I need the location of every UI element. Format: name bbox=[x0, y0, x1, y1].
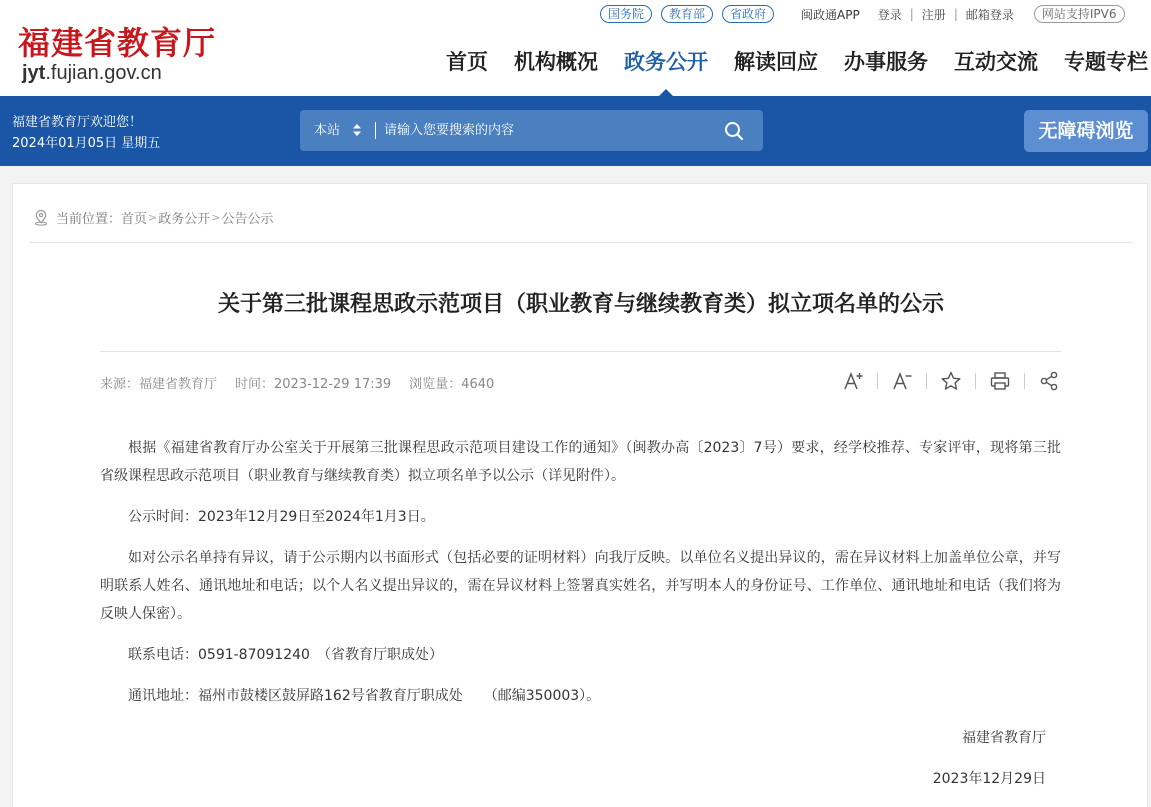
nav-label: 政务公开 bbox=[624, 50, 708, 74]
body-paragraph: 如对公示名单持有异议，请于公示期内以书面形式（包括必要的证明材料）向我厅反映。以单位名义提出异议的，需在异议材料上加盖单位公章，并写明联系人姓名、通讯地址和电话；以个人名义提出异议的，需在异议材料上签署真实姓名，并写明本人的身份证号、工作单位、通讯地址和电话（我们将为反映人保密）。 bbox=[100, 550, 1061, 622]
ipv6-badge: 网站支持IPV6 bbox=[1034, 5, 1125, 23]
article-tools bbox=[842, 370, 1060, 392]
tool-divider bbox=[926, 373, 927, 389]
logo-url-bold: jyt bbox=[22, 62, 46, 84]
star-icon[interactable] bbox=[940, 370, 962, 392]
app-link[interactable]: 闽政通APP bbox=[801, 7, 860, 22]
account-links bbox=[878, 6, 1014, 23]
breadcrumb-label: 当前位置： bbox=[56, 212, 122, 227]
breadcrumb-separator: > bbox=[148, 211, 158, 224]
search-scope-label: 本站 bbox=[314, 123, 341, 138]
nav-services[interactable] bbox=[831, 46, 941, 86]
article-signature: 福建省教育厅 bbox=[962, 730, 1046, 746]
divider: | bbox=[909, 7, 914, 21]
font-increase-icon[interactable] bbox=[842, 370, 864, 392]
article-time: 时间：2023-12-29 17:39 bbox=[235, 377, 392, 392]
article-source: 来源：福建省教育厅 bbox=[100, 377, 218, 392]
breadcrumb-divider bbox=[30, 242, 1132, 243]
article-body bbox=[100, 434, 1061, 723]
up-down-arrow-icon[interactable] bbox=[352, 123, 362, 137]
tool-divider bbox=[877, 373, 878, 389]
breadcrumb-home[interactable]: 首页 bbox=[121, 212, 148, 227]
nav-label: 解读回应 bbox=[734, 50, 818, 74]
site-logo-url[interactable] bbox=[22, 62, 162, 85]
logo-url-rest: .fujian.gov.cn bbox=[45, 62, 162, 84]
welcome-text: 福建省教育厅欢迎您！ bbox=[12, 115, 143, 130]
nav-label: 首页 bbox=[446, 50, 488, 74]
accessibility-button[interactable]: 无障碍浏览 bbox=[1024, 110, 1148, 152]
nav-home[interactable] bbox=[433, 46, 501, 86]
register-link[interactable]: 注册 bbox=[921, 7, 946, 22]
nav-interpretation[interactable] bbox=[721, 46, 831, 86]
welcome-search-band bbox=[0, 96, 1151, 166]
login-link[interactable]: 登录 bbox=[877, 7, 902, 22]
body-paragraph-phone: 联系电话：0591-87091240 （省教育厅职成处） bbox=[128, 647, 443, 663]
site-logo-title[interactable]: 福建省教育厅 bbox=[18, 24, 217, 62]
top-links-bar bbox=[600, 4, 1125, 24]
pill-state-council[interactable]: 国务院 bbox=[600, 5, 652, 23]
nav-special-topics[interactable] bbox=[1051, 46, 1151, 86]
tool-divider bbox=[975, 373, 976, 389]
current-date: 2024年01月05日 星期五 bbox=[12, 136, 161, 151]
email-login-link[interactable]: 邮箱登录 bbox=[965, 7, 1014, 22]
body-paragraph-period: 公示时间：2023年12月29日至2024年1月3日。 bbox=[128, 509, 435, 525]
pill-provincial-gov[interactable]: 省政府 bbox=[722, 5, 774, 23]
article-sign-date: 2023年12月29日 bbox=[932, 771, 1046, 787]
main-nav bbox=[433, 46, 1151, 86]
article-meta bbox=[100, 373, 512, 392]
nav-organization[interactable] bbox=[501, 46, 611, 86]
search-divider bbox=[375, 122, 376, 139]
search-input[interactable] bbox=[384, 116, 704, 145]
font-decrease-icon[interactable] bbox=[891, 370, 913, 392]
breadcrumb bbox=[33, 208, 274, 227]
body-paragraph-address: 通讯地址：福州市鼓楼区鼓屏路162号省教育厅职成处 （邮编350003）。 bbox=[128, 688, 601, 704]
share-icon[interactable] bbox=[1038, 370, 1060, 392]
search-scope-select[interactable] bbox=[314, 110, 340, 151]
article-card bbox=[12, 183, 1148, 807]
site-header bbox=[0, 0, 1151, 96]
nav-label: 专题专栏 bbox=[1064, 50, 1148, 74]
search-box bbox=[300, 110, 763, 151]
search-icon[interactable] bbox=[723, 120, 745, 142]
breadcrumb-gov-affairs[interactable]: 政务公开 bbox=[158, 212, 211, 227]
title-divider bbox=[100, 351, 1061, 352]
body-paragraph: 根据《福建省教育厅办公室关于开展第三批课程思政示范项目建设工作的通知》（闽教办高〔2023〕7号）要求，经学校推荐、专家评审，现将第三批省级课程思政示范项目（职业教育与继续教育类）拟立项名单予以公示（详见附件）。 bbox=[100, 440, 1061, 484]
nav-label: 互动交流 bbox=[954, 50, 1038, 74]
nav-interaction[interactable] bbox=[941, 46, 1051, 86]
nav-government-affairs[interactable] bbox=[611, 46, 721, 86]
welcome-block bbox=[12, 112, 160, 154]
article-views: 浏览量：4640 bbox=[409, 377, 495, 392]
breadcrumb-separator: > bbox=[211, 211, 221, 224]
article-title: 关于第三批课程思政示范项目（职业教育与继续教育类）拟立项名单的公示 bbox=[217, 292, 944, 317]
nav-label: 机构概况 bbox=[514, 50, 598, 74]
tool-divider bbox=[1024, 373, 1025, 389]
location-pin-icon bbox=[33, 209, 49, 226]
nav-label: 办事服务 bbox=[844, 50, 928, 74]
print-icon[interactable] bbox=[989, 370, 1011, 392]
pill-ministry-education[interactable]: 教育部 bbox=[661, 5, 713, 23]
divider: | bbox=[953, 7, 958, 21]
breadcrumb-announcements[interactable]: 公告公示 bbox=[221, 212, 274, 227]
